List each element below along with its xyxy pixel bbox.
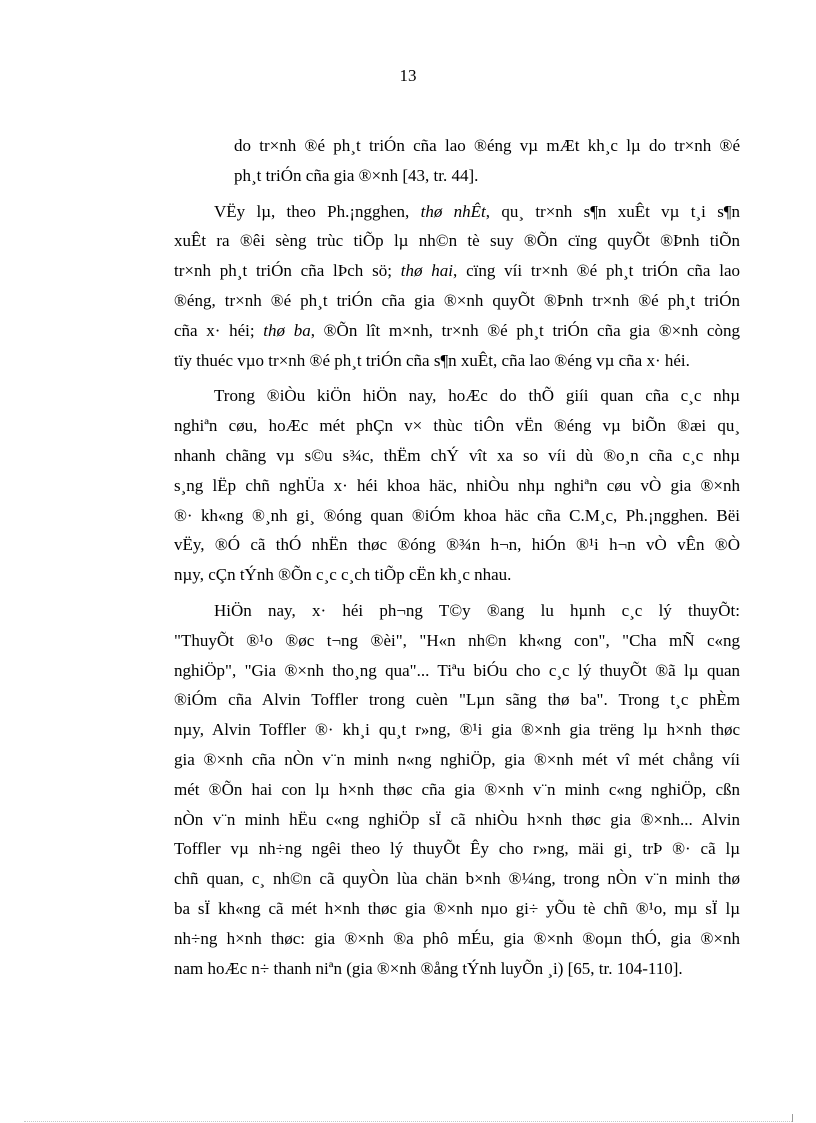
quote-line: ph¸t triÓn cña gia ®×nh [43, tr. 44]. <box>234 165 479 185</box>
paragraph-line: nghiªn cøu, hoÆc mét phÇn v× thùc tiÔn vËn ®éng vµ biÕn ®æi qu¸ <box>174 416 740 436</box>
paragraph-line: nhanh chãng vµ s©u s¾c, thËm chÝ vît xa so víi dù ®o¸n cña c¸c nhµ <box>174 445 740 465</box>
paragraph-line: tïy thuéc vµo tr×nh ®é ph¸t triÓn cña s¶n xuÊt, cña lao ®éng vµ cña x· héi. <box>174 350 690 370</box>
paragraph-line: nam hoÆc n÷ thanh niªn (gia ®×nh ®ång tÝnh luyÕn ¸i) [65, tr. 104-110]. <box>174 958 683 978</box>
paragraph-line: xuÊt ra ®êi sèng trùc tiÕp lµ nh©n tè suy ®Õn cïng quyÕt ®Þnh tiÕn <box>174 231 740 251</box>
paragraph-3 <box>174 596 740 983</box>
block-quote <box>174 131 740 191</box>
page-number: 13 <box>399 66 417 85</box>
paragraph-line: vËy, ®Ó cã thÓ nhËn thøc ®óng ®¾n h¬n, hiÓn ®¹i h¬n vÒ vÊn ®Ò <box>174 535 740 555</box>
paragraph-line: ®éng, tr×nh ®é ph¸t triÓn cña gia ®×nh quyÕt ®Þnh tr×nh ®é ph¸t triÓn <box>174 290 740 310</box>
emphasis-third: thø ba <box>263 320 311 340</box>
paragraph-line: tr×nh ph¸t triÓn cña lÞch sö; thø hai, cïng víi tr×nh ®é ph¸t triÓn cña lao <box>174 261 740 281</box>
emphasis-first: thø nhÊt <box>420 201 486 221</box>
paragraph-line: chñ quan, c¸ nh©n cã quyÒn lùa chän b×nh ®¼ng, trong nÒn v¨n minh thø <box>174 869 740 889</box>
paragraph-line: nµy, cÇn tÝnh ®Õn c¸c c¸ch tiÕp cËn kh¸c nhau. <box>174 565 512 585</box>
paragraph-line: ba sÏ kh«ng cã mét h×nh thøc gia ®×nh nµo gi÷ yÕu tè chñ ®¹o, mµ sÏ lµ <box>174 898 740 918</box>
quote-line: do tr×nh ®é ph¸t triÓn cña lao ®éng vµ mÆt kh¸c lµ do tr×nh ®é <box>234 136 740 155</box>
paragraph-line: "ThuyÕt ®¹o ®øc t¬ng ®èi", "H«n nh©n kh«ng con", "Cha mÑ c«ng <box>174 630 740 650</box>
paragraph-line: s¸ng lËp chñ nghÜa x· héi khoa häc, nhiÒu nhµ nghiªn cøu vÒ gia ®×nh <box>174 475 740 495</box>
paragraph-line: cña x· héi; thø ba, ®Õn lît m×nh, tr×nh ®é ph¸t triÓn cña gia ®×nh còng <box>174 320 740 340</box>
paragraph-line: HiÖn nay, x· héi ph¬ng T©y ®ang lu hµnh c¸c lý thuyÕt: <box>214 600 740 620</box>
paragraph-line: Trong ®iÒu kiÖn hiÖn nay, hoÆc do thÕ giíi quan cña c¸c nhµ <box>214 386 740 406</box>
page-corner-mark <box>792 1114 793 1122</box>
paragraph-1 <box>174 197 740 376</box>
paragraph-line: nÒn v¨n minh hËu c«ng nghiÖp sÏ cã nhiÒu h×nh thøc gia ®×nh... Alvin <box>174 809 740 829</box>
paragraph-line: mét ®Õn hai con lµ h×nh thøc cña gia ®×nh v¨n minh c«ng nghiÖp, cßn <box>174 779 740 799</box>
page-bottom-border <box>24 1121 792 1122</box>
body-text <box>174 131 740 983</box>
paragraph-line: Toffler vµ nh÷ng ngêi theo lý thuyÕt Êy cho r»ng, mäi gi¸ trÞ ®· cã lµ <box>174 839 740 859</box>
paragraph-2 <box>174 381 740 590</box>
paragraph-line: nghiÖp", "Gia ®×nh tho¸ng qua"... Tiªu biÓu cho c¸c lý thuyÕt ®ã lµ quan <box>174 660 740 680</box>
paragraph-line: ®· kh«ng ®¸nh gi¸ ®óng quan ®iÓm khoa häc cña C.M¸c, Ph.¡ngghen. Bëi <box>174 505 740 525</box>
emphasis-second: thø hai <box>400 261 454 281</box>
paragraph-line: ®iÓm cña Alvin Toffler trong cuèn "Lµn sãng thø ba". Trong t¸c phÈm <box>174 690 740 710</box>
paragraph-line: VËy lµ, theo Ph.¡ngghen, thø nhÊt, qu¸ tr×nh s¶n xuÊt vµ t¸i s¶n <box>214 201 740 221</box>
paragraph-line: nh÷ng h×nh thøc: gia ®×nh ®a phô mÉu, gia ®×nh ®oµn thÓ, gia ®×nh <box>174 928 740 948</box>
paragraph-line: gia ®×nh cña nÒn v¨n minh n«ng nghiÖp, gia ®×nh mét vî mét chång víi <box>174 749 740 769</box>
paragraph-line: nµy, Alvin Toffler ®· kh¸i qu¸t r»ng, ®¹i gia ®×nh gia trëng lµ h×nh thøc <box>174 720 740 740</box>
